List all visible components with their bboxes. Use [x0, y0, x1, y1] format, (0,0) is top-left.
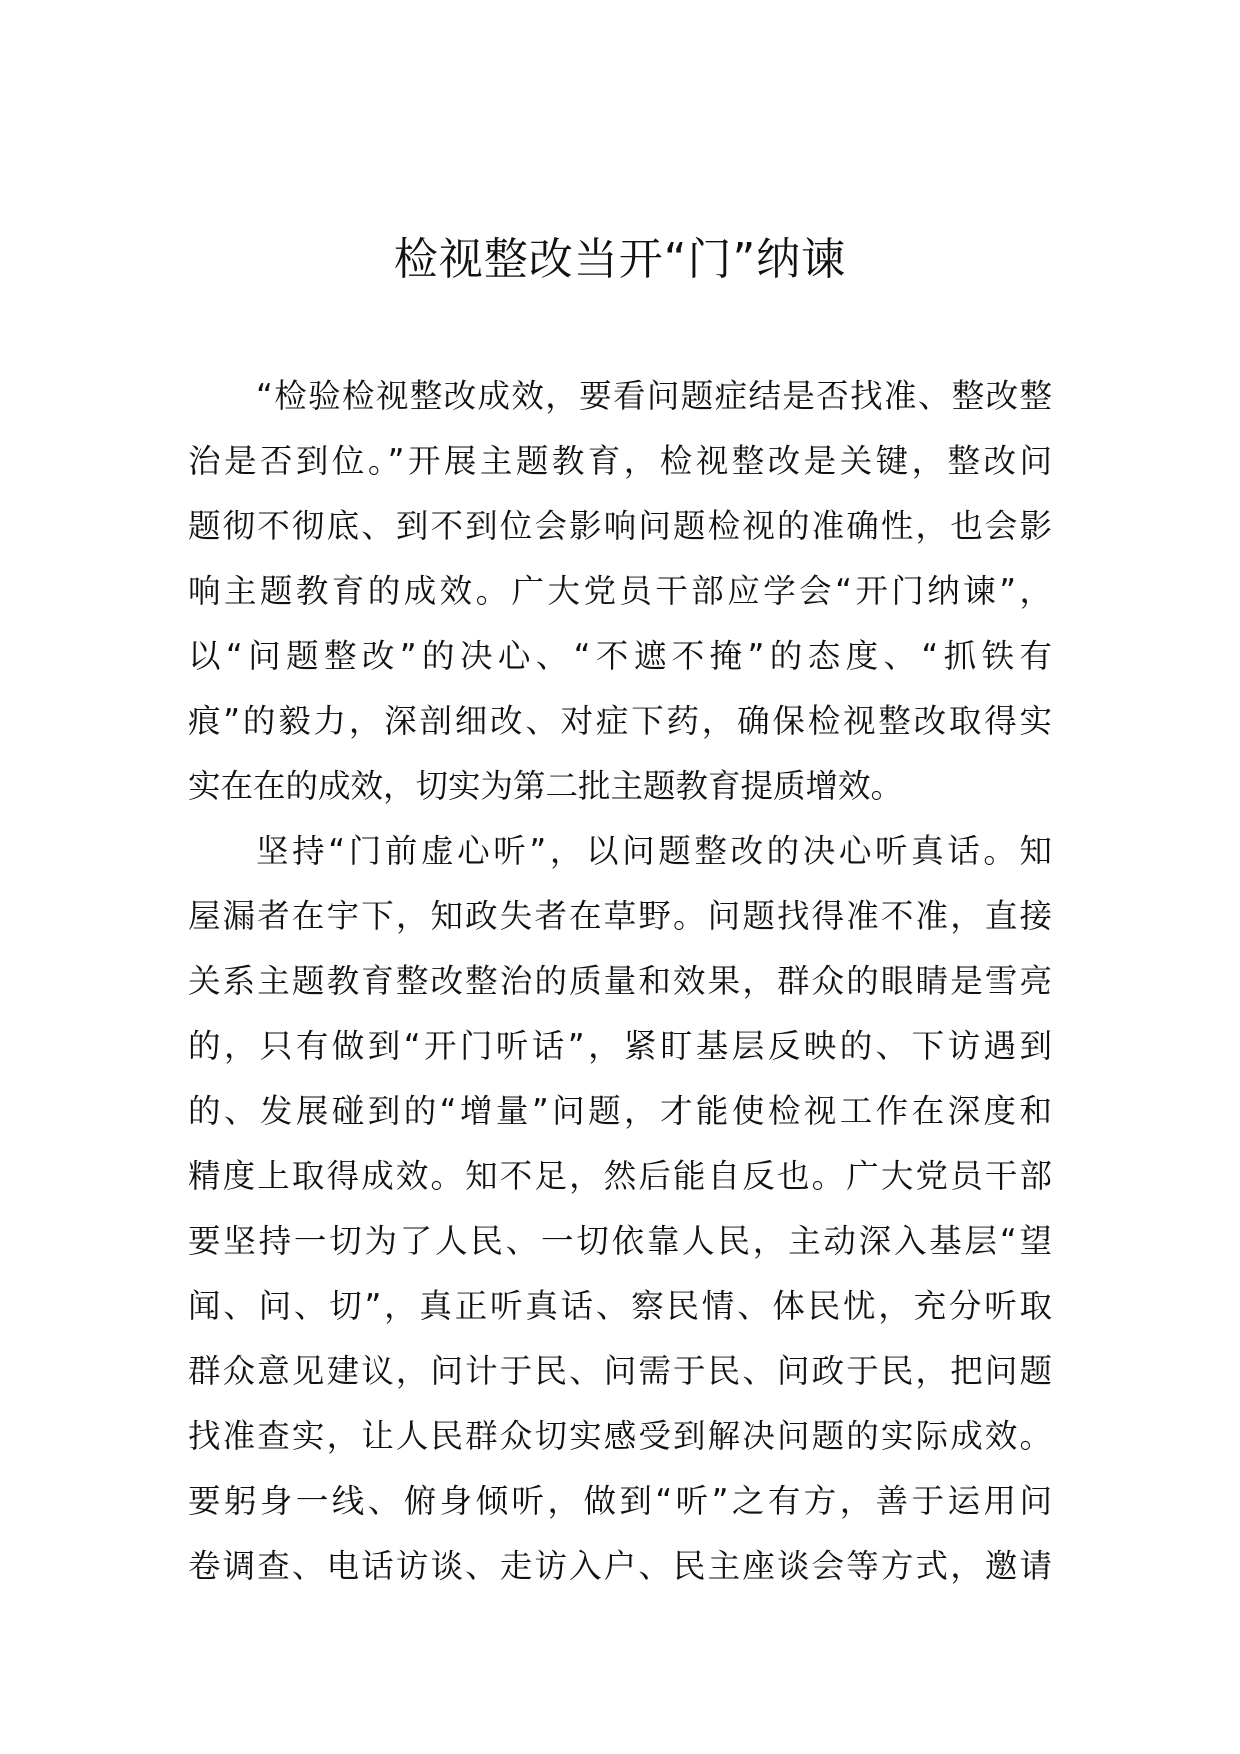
text-line: 群众意见建议，问计于民、问需于民、问政于民，把问题	[188, 1352, 1052, 1390]
document-body	[188, 364, 1052, 1599]
text-line: 闻、问、切”，真正听真话、察民情、体民忧，充分听取	[188, 1287, 1052, 1325]
text-line: 精度上取得成效。知不足，然后能自反也。广大党员干部	[188, 1157, 1052, 1195]
document-title: 检视整改当开“门”纳谏	[393, 234, 847, 285]
text-line: 题彻不彻底、到不到位会影响问题检视的准确性，也会影	[188, 507, 1052, 545]
text-line: 实在在的成效，切实为第二批主题教育提质增效。	[188, 767, 904, 805]
text-line: 治是否到位。”开展主题教育，检视整改是关键，整改问	[188, 442, 1052, 480]
text-line: 关系主题教育整改整治的质量和效果，群众的眼睛是雪亮	[188, 962, 1052, 1000]
text-line: 以“问题整改”的决心、“不遮不掩”的态度、“抓铁有	[188, 637, 1052, 675]
text-line: 要坚持一切为了人民、一切依靠人民，主动深入基层“望	[188, 1222, 1052, 1260]
text-line: 响主题教育的成效。广大党员干部应学会“开门纳谏”，	[188, 572, 1052, 610]
text-line: 痕”的毅力，深剖细改、对症下药，确保检视整改取得实	[188, 702, 1052, 740]
text-line: 的、发展碰到的“增量”问题，才能使检视工作在深度和	[188, 1092, 1052, 1130]
text-line: 卷调查、电话访谈、走访入户、民主座谈会等方式，邀请	[188, 1547, 1052, 1585]
text-line: 的，只有做到“开门听话”，紧盯基层反映的、下访遇到	[188, 1027, 1052, 1065]
text-line: 屋漏者在宇下，知政失者在草野。问题找得准不准，直接	[188, 897, 1052, 935]
text-line: 要躬身一线、俯身倾听，做到“听”之有方，善于运用问	[188, 1482, 1052, 1520]
text-line: “检验检视整改成效，要看问题症结是否找准、整改整	[256, 377, 1052, 415]
text-line: 坚持“门前虚心听”，以问题整改的决心听真话。知	[256, 832, 1052, 870]
text-line: 找准查实，让人民群众切实感受到解决问题的实际成效。	[188, 1417, 1052, 1455]
